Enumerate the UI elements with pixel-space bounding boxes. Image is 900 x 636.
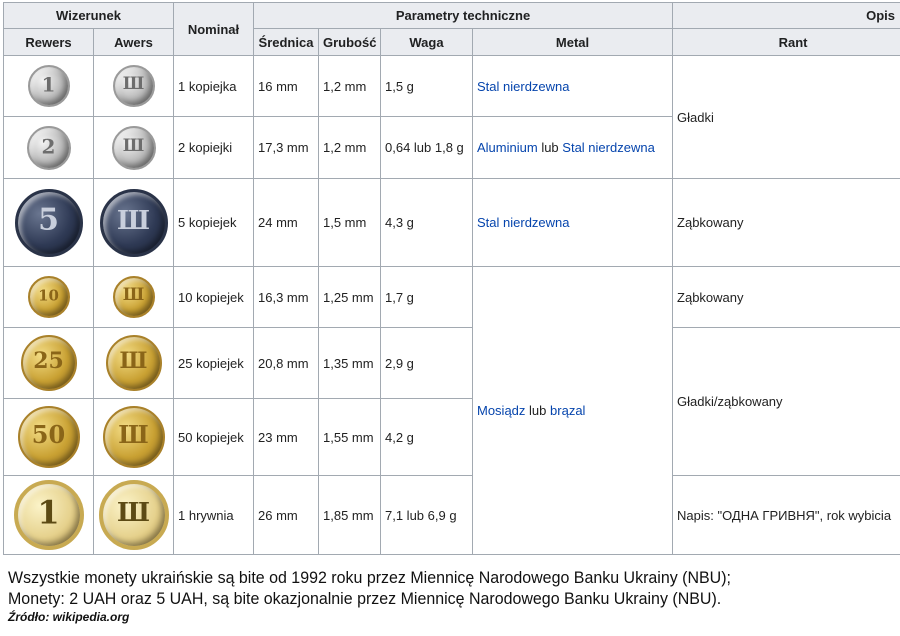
footer-caption xyxy=(8,567,898,625)
coin-reverse-image[interactable]: 1 xyxy=(14,480,84,550)
footer-line-2: Monety: 2 UAH oraz 5 UAH, są bite okazjonalnie przez Miennicę Narodowego Banku Ukrainy (NBU). xyxy=(8,589,722,608)
header-weight: Waga xyxy=(381,29,473,56)
coin-obverse-image[interactable]: Ш xyxy=(113,276,155,318)
diameter-cell: 23 mm xyxy=(254,399,319,476)
obverse-cell xyxy=(94,117,174,179)
denomination-cell: 50 kopiejek xyxy=(174,399,254,476)
edge-cell: Napis: "ОДНА ГРИВНЯ", rok wybicia xyxy=(673,476,900,555)
header-diameter: Średnica xyxy=(254,29,319,56)
thickness-cell: 1,2 mm xyxy=(319,117,381,179)
edge-cell: Gładki/ząbkowany xyxy=(673,328,900,476)
obverse-cell xyxy=(94,179,174,267)
reverse-cell xyxy=(4,56,94,117)
edge-cell: Ząbkowany xyxy=(673,267,900,328)
obverse-cell xyxy=(94,328,174,399)
coin-reverse-image[interactable]: 2 xyxy=(27,126,71,170)
reverse-cell xyxy=(4,267,94,328)
footer-source: Źródło: wikipedia.org xyxy=(8,610,130,624)
obverse-cell xyxy=(94,267,174,328)
coin-reverse-image[interactable]: 10 xyxy=(28,276,70,318)
reverse-cell xyxy=(4,179,94,267)
coin-obverse-image[interactable]: Ш xyxy=(106,335,162,391)
header-obverse: Awers xyxy=(94,29,174,56)
reverse-cell xyxy=(4,476,94,555)
coin-obverse-image[interactable]: Ш xyxy=(99,480,169,550)
table-row xyxy=(4,56,900,117)
header-description: Opis xyxy=(673,3,900,29)
coin-obverse-image[interactable]: Ш xyxy=(113,65,155,107)
weight-cell: 4,2 g xyxy=(381,399,473,476)
header-reverse: Rewers xyxy=(4,29,94,56)
diameter-cell: 16 mm xyxy=(254,56,319,117)
header-metal: Metal xyxy=(473,29,673,56)
denomination-cell: 25 kopiejek xyxy=(174,328,254,399)
thickness-cell: 1,55 mm xyxy=(319,399,381,476)
weight-cell: 1,7 g xyxy=(381,267,473,328)
metal-link-aluminium[interactable]: Aluminium xyxy=(477,140,538,155)
weight-cell: 2,9 g xyxy=(381,328,473,399)
metal-or: lub xyxy=(529,403,547,418)
diameter-cell: 24 mm xyxy=(254,179,319,267)
table-row xyxy=(4,267,900,328)
diameter-cell: 20,8 mm xyxy=(254,328,319,399)
thickness-cell: 1,25 mm xyxy=(319,267,381,328)
metal-cell xyxy=(473,117,673,179)
denomination-cell: 1 hrywnia xyxy=(174,476,254,555)
metal-or: lub xyxy=(541,140,559,155)
weight-cell: 1,5 g xyxy=(381,56,473,117)
metal-cell xyxy=(473,267,673,555)
table-row xyxy=(4,476,900,555)
header-denomination: Nominał xyxy=(174,3,254,56)
header-technical: Parametry techniczne xyxy=(254,3,673,29)
denomination-cell: 1 kopiejka xyxy=(174,56,254,117)
coin-reverse-image[interactable]: 1 xyxy=(28,65,70,107)
denomination-cell: 2 kopiejki xyxy=(174,117,254,179)
reverse-cell xyxy=(4,328,94,399)
thickness-cell: 1,5 mm xyxy=(319,179,381,267)
coin-obverse-image[interactable]: Ш xyxy=(100,189,168,257)
weight-cell: 4,3 g xyxy=(381,179,473,267)
coin-reverse-image[interactable]: 50 xyxy=(18,406,80,468)
metal-link-steel[interactable]: Stal nierdzewna xyxy=(477,78,570,94)
metal-cell xyxy=(473,56,673,117)
metal-link-steel[interactable]: Stal nierdzewna xyxy=(562,140,655,155)
header-design: Wizerunek xyxy=(4,3,174,29)
metal-cell xyxy=(473,179,673,267)
weight-cell: 0,64 lub 1,8 g xyxy=(381,117,473,179)
weight-cell: 7,1 lub 6,9 g xyxy=(381,476,473,555)
reverse-cell xyxy=(4,399,94,476)
coin-reverse-image[interactable]: 25 xyxy=(21,335,77,391)
metal-link-brass[interactable]: Mosiądz xyxy=(477,403,526,418)
obverse-cell xyxy=(94,56,174,117)
edge-cell: Gładki xyxy=(673,56,900,179)
denomination-cell: 10 kopiejek xyxy=(174,267,254,328)
diameter-cell: 26 mm xyxy=(254,476,319,555)
metal-link-steel[interactable]: Stal nierdzewna xyxy=(477,215,570,230)
header-edge: Rant xyxy=(673,29,900,56)
denomination-cell: 5 kopiejek xyxy=(174,179,254,267)
footer-line-1: Wszystkie monety ukraińskie są bite od 1992 roku przez Miennicę Narodowego Banku Ukrainy (NBU); xyxy=(8,568,731,587)
thickness-cell: 1,35 mm xyxy=(319,328,381,399)
edge-cell: Ząbkowany xyxy=(673,179,900,267)
obverse-cell xyxy=(94,399,174,476)
reverse-cell xyxy=(4,117,94,179)
diameter-cell: 16,3 mm xyxy=(254,267,319,328)
diameter-cell: 17,3 mm xyxy=(254,117,319,179)
coins-table xyxy=(3,2,900,555)
obverse-cell xyxy=(94,476,174,555)
coin-obverse-image[interactable]: Ш xyxy=(103,406,165,468)
table-row xyxy=(4,179,900,267)
metal-link-bronze[interactable]: brązal xyxy=(550,403,586,418)
header-thickness: Grubość xyxy=(319,29,381,56)
table-row xyxy=(4,328,900,399)
thickness-cell: 1,85 mm xyxy=(319,476,381,555)
thickness-cell: 1,2 mm xyxy=(319,56,381,117)
coin-reverse-image[interactable]: 5 xyxy=(15,189,83,257)
coin-obverse-image[interactable]: Ш xyxy=(112,126,156,170)
